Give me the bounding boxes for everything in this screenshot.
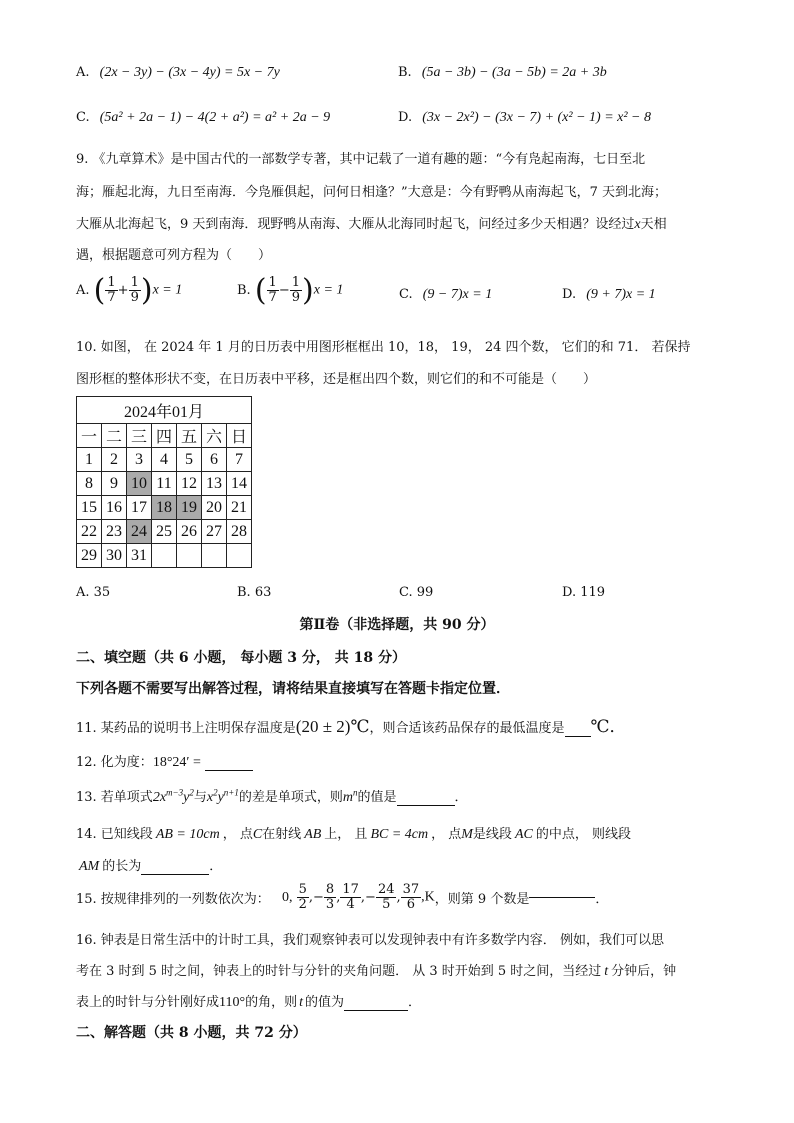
q8-option-c bbox=[76, 110, 330, 126]
period: ． bbox=[408, 995, 422, 1010]
denominator: 2 bbox=[298, 897, 307, 912]
numerator: 37 bbox=[402, 882, 420, 897]
day-cell: 14 bbox=[227, 472, 252, 496]
q16-text: 表上的时针与分针刚好成 bbox=[76, 995, 220, 1010]
answer-blank[interactable] bbox=[397, 805, 455, 806]
highlighted-day-cell: 18 bbox=[152, 496, 177, 520]
day-cell: 20 bbox=[202, 496, 227, 520]
q16-text: 分钟后，钟 bbox=[611, 964, 677, 979]
q9-line-3 bbox=[76, 213, 667, 233]
exponent: n bbox=[353, 787, 358, 798]
comma: , bbox=[308, 890, 314, 905]
q10-option-b: B. 63 bbox=[237, 585, 272, 600]
numerator: 5 bbox=[298, 882, 307, 897]
day-cell bbox=[227, 544, 252, 568]
q10-option-c: C. 99 bbox=[399, 585, 434, 600]
sequence-fraction bbox=[324, 883, 336, 912]
sign: − bbox=[313, 890, 324, 905]
day-cell: 3 bbox=[127, 448, 152, 472]
highlighted-day-cell: 10 bbox=[127, 472, 152, 496]
calendar-week-row bbox=[77, 448, 252, 472]
part-two-title: 第Ⅱ卷（非选择题，共 90 分） bbox=[299, 617, 495, 633]
numerator: 17 bbox=[342, 882, 359, 897]
math-expression: AB = 10cm bbox=[155, 827, 220, 842]
q12 bbox=[76, 751, 253, 771]
period: ． bbox=[595, 892, 609, 907]
fraction bbox=[267, 276, 279, 305]
q8-option-a bbox=[76, 65, 280, 81]
q9-line-4: 遇，根据题意可列方程为（ ） bbox=[76, 248, 272, 263]
denominator: 9 bbox=[291, 290, 301, 305]
option-label: A. bbox=[76, 65, 90, 80]
q14-line-1 bbox=[76, 823, 631, 843]
answer-blank[interactable] bbox=[344, 1010, 408, 1011]
monomial-part: 2x bbox=[152, 790, 167, 805]
answer-section-title: 二、解答题（共 8 小题，共 72 分） bbox=[76, 1025, 307, 1041]
weekday-cell: 二 bbox=[102, 424, 127, 448]
math-expression: AB bbox=[304, 827, 322, 842]
highlighted-day-cell: 19 bbox=[177, 496, 202, 520]
q12-expression: 18°24′ = bbox=[152, 755, 201, 770]
option-label: B. bbox=[398, 65, 412, 80]
day-cell: 26 bbox=[177, 520, 202, 544]
q11-expression: (20 ± 2)℃ bbox=[295, 717, 370, 736]
sequence-fraction bbox=[297, 883, 309, 912]
day-cell: 12 bbox=[177, 472, 202, 496]
weekday-cell: 一 bbox=[77, 424, 102, 448]
q11-text: 11. 某药品的说明书上注明保存温度是 bbox=[76, 721, 296, 736]
sequence-end: ,K bbox=[421, 889, 435, 905]
day-cell: 6 bbox=[202, 448, 227, 472]
monomial-part: y bbox=[217, 790, 224, 805]
option-label: C. bbox=[76, 110, 90, 125]
option-expression: (9 + 7)x = 1 bbox=[586, 287, 656, 302]
point-label: M bbox=[461, 827, 473, 842]
option-label: D. bbox=[398, 110, 413, 125]
day-cell: 27 bbox=[202, 520, 227, 544]
q13-connector: 与 bbox=[193, 790, 207, 805]
exponent: n+1 bbox=[223, 787, 239, 798]
sequence-fraction bbox=[376, 883, 397, 912]
denominator: 4 bbox=[346, 897, 355, 912]
day-cell bbox=[202, 544, 227, 568]
denominator: 6 bbox=[406, 897, 416, 912]
option-label: C. bbox=[399, 287, 413, 302]
day-cell: 31 bbox=[127, 544, 152, 568]
sign: − bbox=[365, 890, 376, 905]
day-cell: 22 bbox=[77, 520, 102, 544]
q16-text: 考在 3 时到 5 时之间，钟表上的时针与分针的夹角问题． 从 3 时开始到 5 时之间，当经过 bbox=[76, 964, 602, 979]
day-cell: 5 bbox=[177, 448, 202, 472]
day-cell: 28 bbox=[227, 520, 252, 544]
q14-line-2 bbox=[76, 855, 222, 875]
math-expression: AC bbox=[514, 827, 533, 842]
day-cell bbox=[177, 544, 202, 568]
q9-line-3-text: 大雁从北海起飞，9 天到南海．现野鸭从南海、大雁从北海同时起飞，问经过多少天相遇？设经过 bbox=[76, 217, 635, 232]
q14-text: 14. 已知线段 bbox=[76, 827, 153, 842]
denominator: 5 bbox=[382, 897, 391, 912]
answer-blank[interactable] bbox=[565, 736, 591, 737]
day-cell: 29 bbox=[77, 544, 102, 568]
variable: t bbox=[604, 964, 609, 979]
q14-text: 的长为 bbox=[102, 859, 142, 874]
q9-line-2: 海；雁起北海，九日至南海．今凫雁俱起，问何日相逢？”大意是：今有野鸭从南海起飞，7 天到北海； bbox=[76, 185, 668, 200]
variable: t bbox=[299, 995, 304, 1010]
day-cell: 16 bbox=[102, 496, 127, 520]
answer-blank[interactable] bbox=[529, 897, 595, 898]
q14-text: 是线段 bbox=[472, 827, 512, 842]
q14-text: 上， 且 bbox=[324, 827, 368, 842]
comma: , bbox=[396, 890, 401, 905]
q9-line-3-end: 天相 bbox=[640, 217, 667, 232]
day-cell: 23 bbox=[102, 520, 127, 544]
denominator: 7 bbox=[268, 290, 277, 305]
day-cell: 30 bbox=[102, 544, 127, 568]
math-expression: BC = 4cm bbox=[370, 827, 429, 842]
q15-text-end: ，则第 9 个数是 bbox=[434, 892, 530, 907]
q10-option-a: A. 35 bbox=[76, 585, 111, 600]
fill-section-instruction: 下列各题不需要写出解答过程，请将结果直接填写在答题卡指定位置． bbox=[76, 681, 510, 697]
comma: , bbox=[336, 890, 341, 905]
exponent: 2 bbox=[213, 787, 218, 798]
q10-line-2: 图形框的整体形状不变，在日历表中平移，还是框出四个数，则它们的和不可能是（ ） bbox=[76, 372, 597, 387]
paren: ) bbox=[302, 273, 314, 308]
day-cell: 1 bbox=[77, 448, 102, 472]
option-expression: x = 1 bbox=[313, 282, 344, 298]
q13-text-mid: 的差是单项式，则 bbox=[238, 790, 343, 805]
q16-line-3 bbox=[76, 991, 421, 1011]
period: ． bbox=[209, 859, 223, 874]
q9-option-d bbox=[562, 287, 656, 303]
paren: ( bbox=[254, 273, 267, 308]
day-cell bbox=[152, 544, 177, 568]
q9-option-b bbox=[237, 273, 343, 308]
weekday-cell: 三 bbox=[127, 424, 152, 448]
calendar-week-row bbox=[77, 496, 252, 520]
q11-unit: ℃． bbox=[590, 717, 627, 737]
fraction bbox=[105, 276, 117, 305]
variable: m bbox=[342, 790, 353, 805]
day-cell: 17 bbox=[127, 496, 152, 520]
day-cell: 11 bbox=[152, 472, 177, 496]
option-expression: (5a² + 2a − 1) − 4(2 + a²) = a² + 2a − 9 bbox=[99, 110, 331, 125]
q14-text: ， 点 bbox=[222, 827, 253, 842]
calendar-table bbox=[76, 396, 252, 568]
paren: ( bbox=[93, 273, 106, 308]
denominator: 7 bbox=[107, 290, 116, 305]
day-cell: 15 bbox=[77, 496, 102, 520]
q15-text: 15. 按规律排列的一列数依次为： bbox=[76, 892, 270, 907]
option-expression: (5a − 3b) − (3a − 5b) = 2a + 3b bbox=[421, 65, 607, 80]
day-cell: 9 bbox=[102, 472, 127, 496]
q16-text: 的角，则 bbox=[245, 995, 298, 1010]
answer-blank[interactable] bbox=[205, 770, 253, 771]
q15 bbox=[76, 883, 608, 912]
day-cell: 2 bbox=[102, 448, 127, 472]
q8-option-b bbox=[398, 65, 607, 81]
highlighted-day-cell: 24 bbox=[127, 520, 152, 544]
q9-option-a bbox=[76, 273, 182, 308]
sequence-start: 0, bbox=[281, 889, 293, 905]
option-expression: x = 1 bbox=[152, 282, 183, 298]
q13 bbox=[76, 786, 468, 806]
q9-option-c bbox=[399, 287, 492, 303]
q14-text: 在射线 bbox=[262, 827, 302, 842]
period: ． bbox=[454, 790, 468, 805]
answer-blank[interactable] bbox=[141, 874, 209, 875]
option-expression: (3x − 2x²) − (3x − 7) + (x² − 1) = x² − 8 bbox=[422, 110, 651, 125]
operator: − bbox=[278, 283, 290, 298]
day-cell: 7 bbox=[227, 448, 252, 472]
q10-option-d: D. 119 bbox=[562, 585, 606, 600]
numerator: 1 bbox=[130, 275, 139, 290]
monomial-part: y bbox=[183, 790, 190, 805]
option-label: D. bbox=[562, 287, 577, 302]
day-cell: 21 bbox=[227, 496, 252, 520]
weekday-cell: 日 bbox=[227, 424, 252, 448]
q14-text: 的中点， 则线段 bbox=[535, 827, 631, 842]
option-label: A. bbox=[76, 283, 90, 298]
day-cell: 13 bbox=[202, 472, 227, 496]
q16-text: 的值为 bbox=[305, 995, 345, 1010]
weekday-cell: 六 bbox=[202, 424, 227, 448]
calendar-week-row bbox=[77, 544, 252, 568]
operator: + bbox=[117, 283, 129, 298]
numerator: 1 bbox=[107, 275, 116, 290]
numerator: 8 bbox=[325, 882, 335, 897]
calendar-week-row bbox=[77, 472, 252, 496]
fraction bbox=[290, 276, 302, 305]
exponent: m−3 bbox=[166, 787, 184, 798]
weekday-cell: 四 bbox=[152, 424, 177, 448]
q10-line-1: 10. 如图， 在 2024 年 1 月的日历表中用图形框框出 10，18， 19， 24 四个数， 它们的和 71． 若保持 bbox=[76, 340, 691, 355]
point-label: C bbox=[252, 827, 263, 842]
fraction bbox=[129, 276, 141, 305]
q13-text-end: 的值是 bbox=[357, 790, 397, 805]
angle-value: 110° bbox=[219, 995, 246, 1010]
math-expression: AM bbox=[79, 859, 100, 874]
day-cell: 25 bbox=[152, 520, 177, 544]
q11 bbox=[76, 712, 627, 737]
variable: x bbox=[634, 217, 641, 232]
fill-section-title: 二、填空题（共 6 小题， 每小题 3 分， 共 18 分） bbox=[76, 650, 406, 666]
paren: ) bbox=[140, 273, 153, 308]
calendar-weekday-row bbox=[77, 424, 252, 448]
numerator: 24 bbox=[377, 882, 395, 897]
q13-text: 13. 若单项式 bbox=[76, 790, 153, 805]
q16-line-1: 16. 钟表是日常生活中的计时工具，我们观察钟表可以发现钟表中有许多数学内容． 例如，我们可以思 bbox=[76, 933, 664, 948]
sequence-fraction bbox=[401, 883, 422, 912]
q8-option-d bbox=[398, 110, 651, 126]
denominator: 3 bbox=[325, 897, 335, 912]
option-label: B. bbox=[237, 283, 251, 298]
day-cell: 4 bbox=[152, 448, 177, 472]
comma: , bbox=[360, 890, 366, 905]
sequence-fraction bbox=[340, 883, 361, 912]
q14-text: ， 点 bbox=[431, 827, 462, 842]
q9-line-1: 9. 《九章算术》是中国古代的一部数学专著，其中记载了一道有趣的题：“今有凫起南海，七日至北 bbox=[76, 152, 646, 167]
option-expression: (9 − 7)x = 1 bbox=[422, 287, 493, 302]
q16-line-2 bbox=[76, 960, 676, 980]
numerator: 1 bbox=[268, 275, 277, 290]
exponent: 2 bbox=[189, 787, 194, 798]
calendar-title-row bbox=[77, 397, 252, 424]
monomial-part: x bbox=[206, 790, 214, 805]
denominator: 9 bbox=[130, 290, 139, 305]
calendar-week-row bbox=[77, 520, 252, 544]
calendar-title: 2024年01月 bbox=[77, 397, 252, 424]
weekday-cell: 五 bbox=[177, 424, 202, 448]
numerator: 1 bbox=[291, 275, 301, 290]
day-cell: 8 bbox=[77, 472, 102, 496]
q12-text: 12. 化为度： bbox=[76, 755, 153, 770]
option-expression: (2x − 3y) − (3x − 4y) = 5x − 7y bbox=[99, 65, 280, 80]
q11-text-mid: ，则合适该药品保存的最低温度是 bbox=[369, 721, 565, 736]
